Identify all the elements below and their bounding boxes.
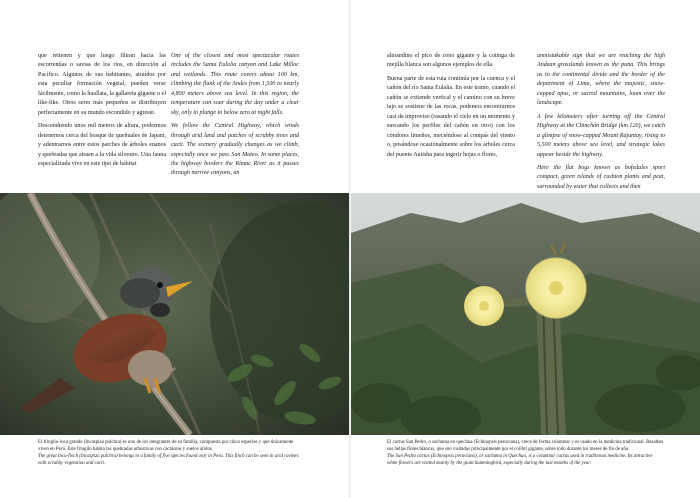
left-photo-caption — [38, 440, 300, 468]
left-es-paragraph-2: Descendiendo unos mil metros de altura, podremos detenernos cerca del bosque de queñuales de Japani, y adentrarnos entre estos parches de árboles enanos y quebradas que atraen a la vida silvestre. Una fauna especializada vive en este tipo de hábitat — [38, 123, 166, 167]
left-en-paragraph-1: One of the closest and most spectacular routes includes the Santa Eulalia canyon and Lake Milloc and wetlands. This route covers about 100 km, climbing the flank of the Andes from 1,500 to nearly 4,800 meters above sea level. In this region, the temperature can soar during the day under a clear sky, only to plunge to below zero at night falls. — [171, 53, 299, 116]
right-photo-caption — [387, 440, 663, 468]
right-es-paragraph-2: Buena parte de esta ruta continúa por la cuenca y el cañón del río Santa Eulalia. En este tramo, cuando el cañón se extiende vertical y el camino con su breve tajo se sostiene de las rocas, podemos encontrarnos casi de improviso (rasando el cielo en un momento y surcando los perfiles del cañón en otro) con los cóndores limeños, meciéndose al compás del viento o, posándose ocasionalmente sobre los árboles cerca del puente Autisha para ingerir hojas o flores, — [387, 75, 515, 158]
right-english-column — [537, 52, 665, 196]
right-spanish-column — [387, 52, 515, 164]
left-caption-es: El fringilo-inca grande (Incaspiza pulchra) es uno de los integrantes de su familia, compuesta por cinco especies y que únicamente viven en Perú. Este fringilo habita las quebradas arbustivas con cactáceas y suelos áridos. — [38, 440, 294, 452]
left-es-paragraph-1: que retienen y que luego filtran hacia las escorrentías o savias de los ríos, en dirección al Pacífico. Algunos de sus habitantes, atraídos por esta peculiar formación vegetal, pueden verse fácilmente, como la huallata, la gallareta gigante o el like-like. Otros seres más pequeños se distribuyen perfectamente en su mundo escondido y agreste. — [38, 53, 166, 116]
left-en-paragraph-2: We follow the Central Highway, which winds through arid land and patches of scrubby trees and cacti. The scenery gradually changes as we climb, especially once we pass San Mateo. In some places, the highway borders the Rímac River as it passes through narrow canyons, an — [171, 123, 299, 177]
right-en-paragraph-1: unmistakable sign that we are reaching the high Andean grasslands known as the puna. This brings us to the continental divide and the border of the department of Lima, where the majestic, snow-capped apus, or sacred mountains, loom over the landscape. — [537, 53, 665, 107]
left-spanish-column — [38, 52, 166, 173]
right-caption-es: El cactus San Pedro, o sachuma en quechua (Echinopsis peruviana), crece de forma columnar y es usado en la medicina tradicional. Resaltan sus bellas flores blancas, que son visitadas principalmente por el colibrí gigante, sobre todo durante los meses de fin de año. — [387, 440, 663, 452]
right-es-paragraph-1: altoandino el pico de cono gigante y la cotinga de mejilla blanca son algunos ejemplos de ella. — [387, 53, 515, 69]
page-gutter — [349, 0, 351, 498]
right-en-paragraph-3: Here the flat bogs known as bofedales sport compact, green islands of cushion plants and peat, surrounded by water that collects and then — [537, 164, 665, 190]
inca-finch-photo — [0, 193, 349, 435]
right-caption-en: The San Pedro cactus (Echinopsis peruviana), or sachuma in Quechua, is a columnar cactus used in traditional medicine. Its attractive white flowers are visited mainly by the giant hummingbird, especially during the last months of the year. — [387, 454, 653, 466]
left-english-column — [171, 52, 299, 183]
left-caption-en: The great Inca-finch (Incaspiza pulchra) belongs to a family of five species found only in Peru. This finch can be seen in arid ravines with scrubby vegetation and cacti. — [38, 454, 299, 466]
cactus-flower-right — [526, 258, 586, 318]
cactus-flower-left — [464, 286, 504, 326]
right-en-paragraph-2: A few kilometers after turning off the Central Highway at the Chinchán Bridge (km 120), we catch a glimpse of snow-capped Mount Rajuntay, rising to 5,500 meters above sea level, and strategic lakes appear beside the highway. — [537, 113, 665, 158]
san-pedro-cactus-photo — [351, 193, 700, 435]
